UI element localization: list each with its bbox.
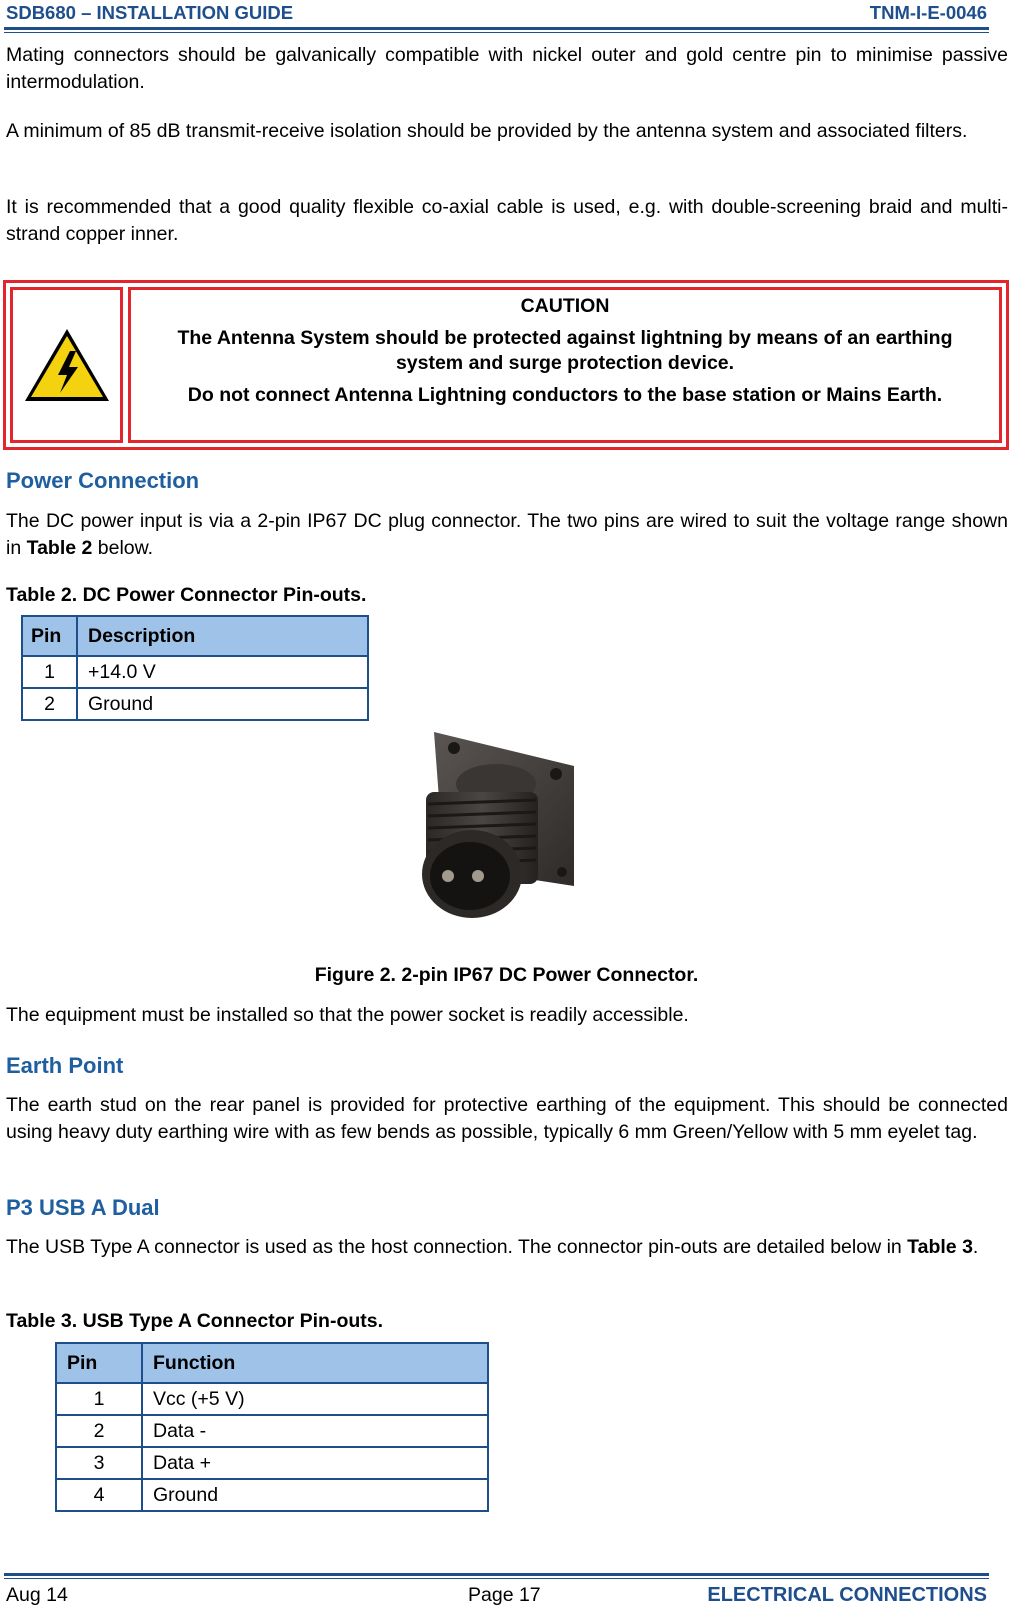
table-row [56, 1479, 488, 1511]
header-rule [4, 27, 989, 30]
usb-text-a: The USB Type A connector is used as the host connection. The connector pin-outs are detailed below in [6, 1236, 908, 1258]
table-usb-pinouts [55, 1342, 489, 1512]
table-row [22, 688, 368, 720]
figure-2-caption: Figure 2. 2-pin IP67 DC Power Connector. [314, 964, 699, 986]
table-header-row [56, 1343, 488, 1383]
cell-pin: 3 [56, 1447, 142, 1479]
cell-function: Ground [142, 1479, 488, 1511]
document-number: TNM-I-E-0046 [869, 2, 987, 23]
caution-line-1: The Antenna System should be protected against lightning by means of an earthing system and surge protection device. [177, 327, 953, 374]
column-header-description: Description [77, 616, 368, 656]
paragraph-isolation: A minimum of 85 dB transmit-receive isolation should be provided by the antenna system and associated filters. [6, 120, 968, 142]
cell-pin: 2 [22, 688, 77, 720]
column-header-pin: Pin [56, 1343, 142, 1383]
table-row [56, 1415, 488, 1447]
paragraph-usb [6, 1234, 1008, 1261]
cell-pin: 4 [56, 1479, 142, 1511]
caution-text-cell [128, 287, 1002, 443]
footer-rule [4, 1573, 989, 1576]
footer-date: Aug 14 [6, 1584, 68, 1606]
paragraph-earth: The earth stud on the rear panel is provided for protective earthing of the equipment. This should be connected using heavy duty earthing wire with as few bends as possible, typically 6 mm Green/Yellow with 5 mm eyelet tag. [6, 1094, 1008, 1143]
paragraph-power [6, 508, 1008, 562]
heading-power-connection: Power Connection [6, 468, 200, 493]
column-header-pin: Pin [22, 616, 77, 656]
table-header-row [22, 616, 368, 656]
high-voltage-warning-icon [22, 325, 112, 405]
document-title: SDB680 – INSTALLATION GUIDE [6, 2, 294, 23]
footer-page-number: Page 17 [468, 1584, 541, 1606]
cell-function: Data + [142, 1447, 488, 1479]
footer-section-title: ELECTRICAL CONNECTIONS [707, 1584, 987, 1606]
table-2-caption: Table 2. DC Power Connector Pin-outs. [6, 584, 367, 606]
column-header-function: Function [142, 1343, 488, 1383]
cell-pin: 1 [56, 1383, 142, 1415]
power-text-b: below. [92, 537, 154, 559]
paragraph-power-socket-note: The equipment must be installed so that the power socket is readily accessible. [6, 1004, 689, 1026]
paragraph-mating-connectors: Mating connectors should be galvanically compatible with nickel outer and gold centre pin to minimise passive intermodulation. [6, 44, 1008, 93]
table-3-caption: Table 3. USB Type A Connector Pin-outs. [6, 1310, 384, 1332]
paragraph-cable: It is recommended that a good quality flexible co-axial cable is used, e.g. with double-screening braid and multi-strand copper inner. [6, 196, 1008, 245]
power-table-ref: Table 2 [26, 537, 93, 559]
table-row [56, 1447, 488, 1479]
cell-pin: 1 [22, 656, 77, 688]
cell-description: +14.0 V [77, 656, 368, 688]
power-text-a: The DC power input is via a 2-pin IP67 DC plug connector. The two pins are wired to suit the voltage range shown in [6, 510, 1008, 559]
cell-pin: 2 [56, 1415, 142, 1447]
caution-box [3, 280, 1009, 450]
caution-line-2: Do not connect Antenna Lightning conductors to the base station or Mains Earth. [187, 384, 943, 406]
table-row [22, 656, 368, 688]
caution-title: CAUTION [520, 295, 610, 317]
header-rule-thin [4, 32, 989, 33]
usb-table-ref: Table 3 [907, 1236, 973, 1258]
heading-earth-point: Earth Point [6, 1053, 124, 1078]
table-dc-power-pinouts [21, 615, 369, 721]
cell-function: Data - [142, 1415, 488, 1447]
usb-text-b: . [972, 1236, 979, 1258]
cell-description: Ground [77, 688, 368, 720]
dc-power-connector-image [414, 726, 580, 922]
table-row [56, 1383, 488, 1415]
heading-usb: P3 USB A Dual [6, 1195, 160, 1220]
footer-rule-thin [4, 1578, 989, 1579]
cell-function: Vcc (+5 V) [142, 1383, 488, 1415]
caution-icon-cell [10, 287, 123, 443]
